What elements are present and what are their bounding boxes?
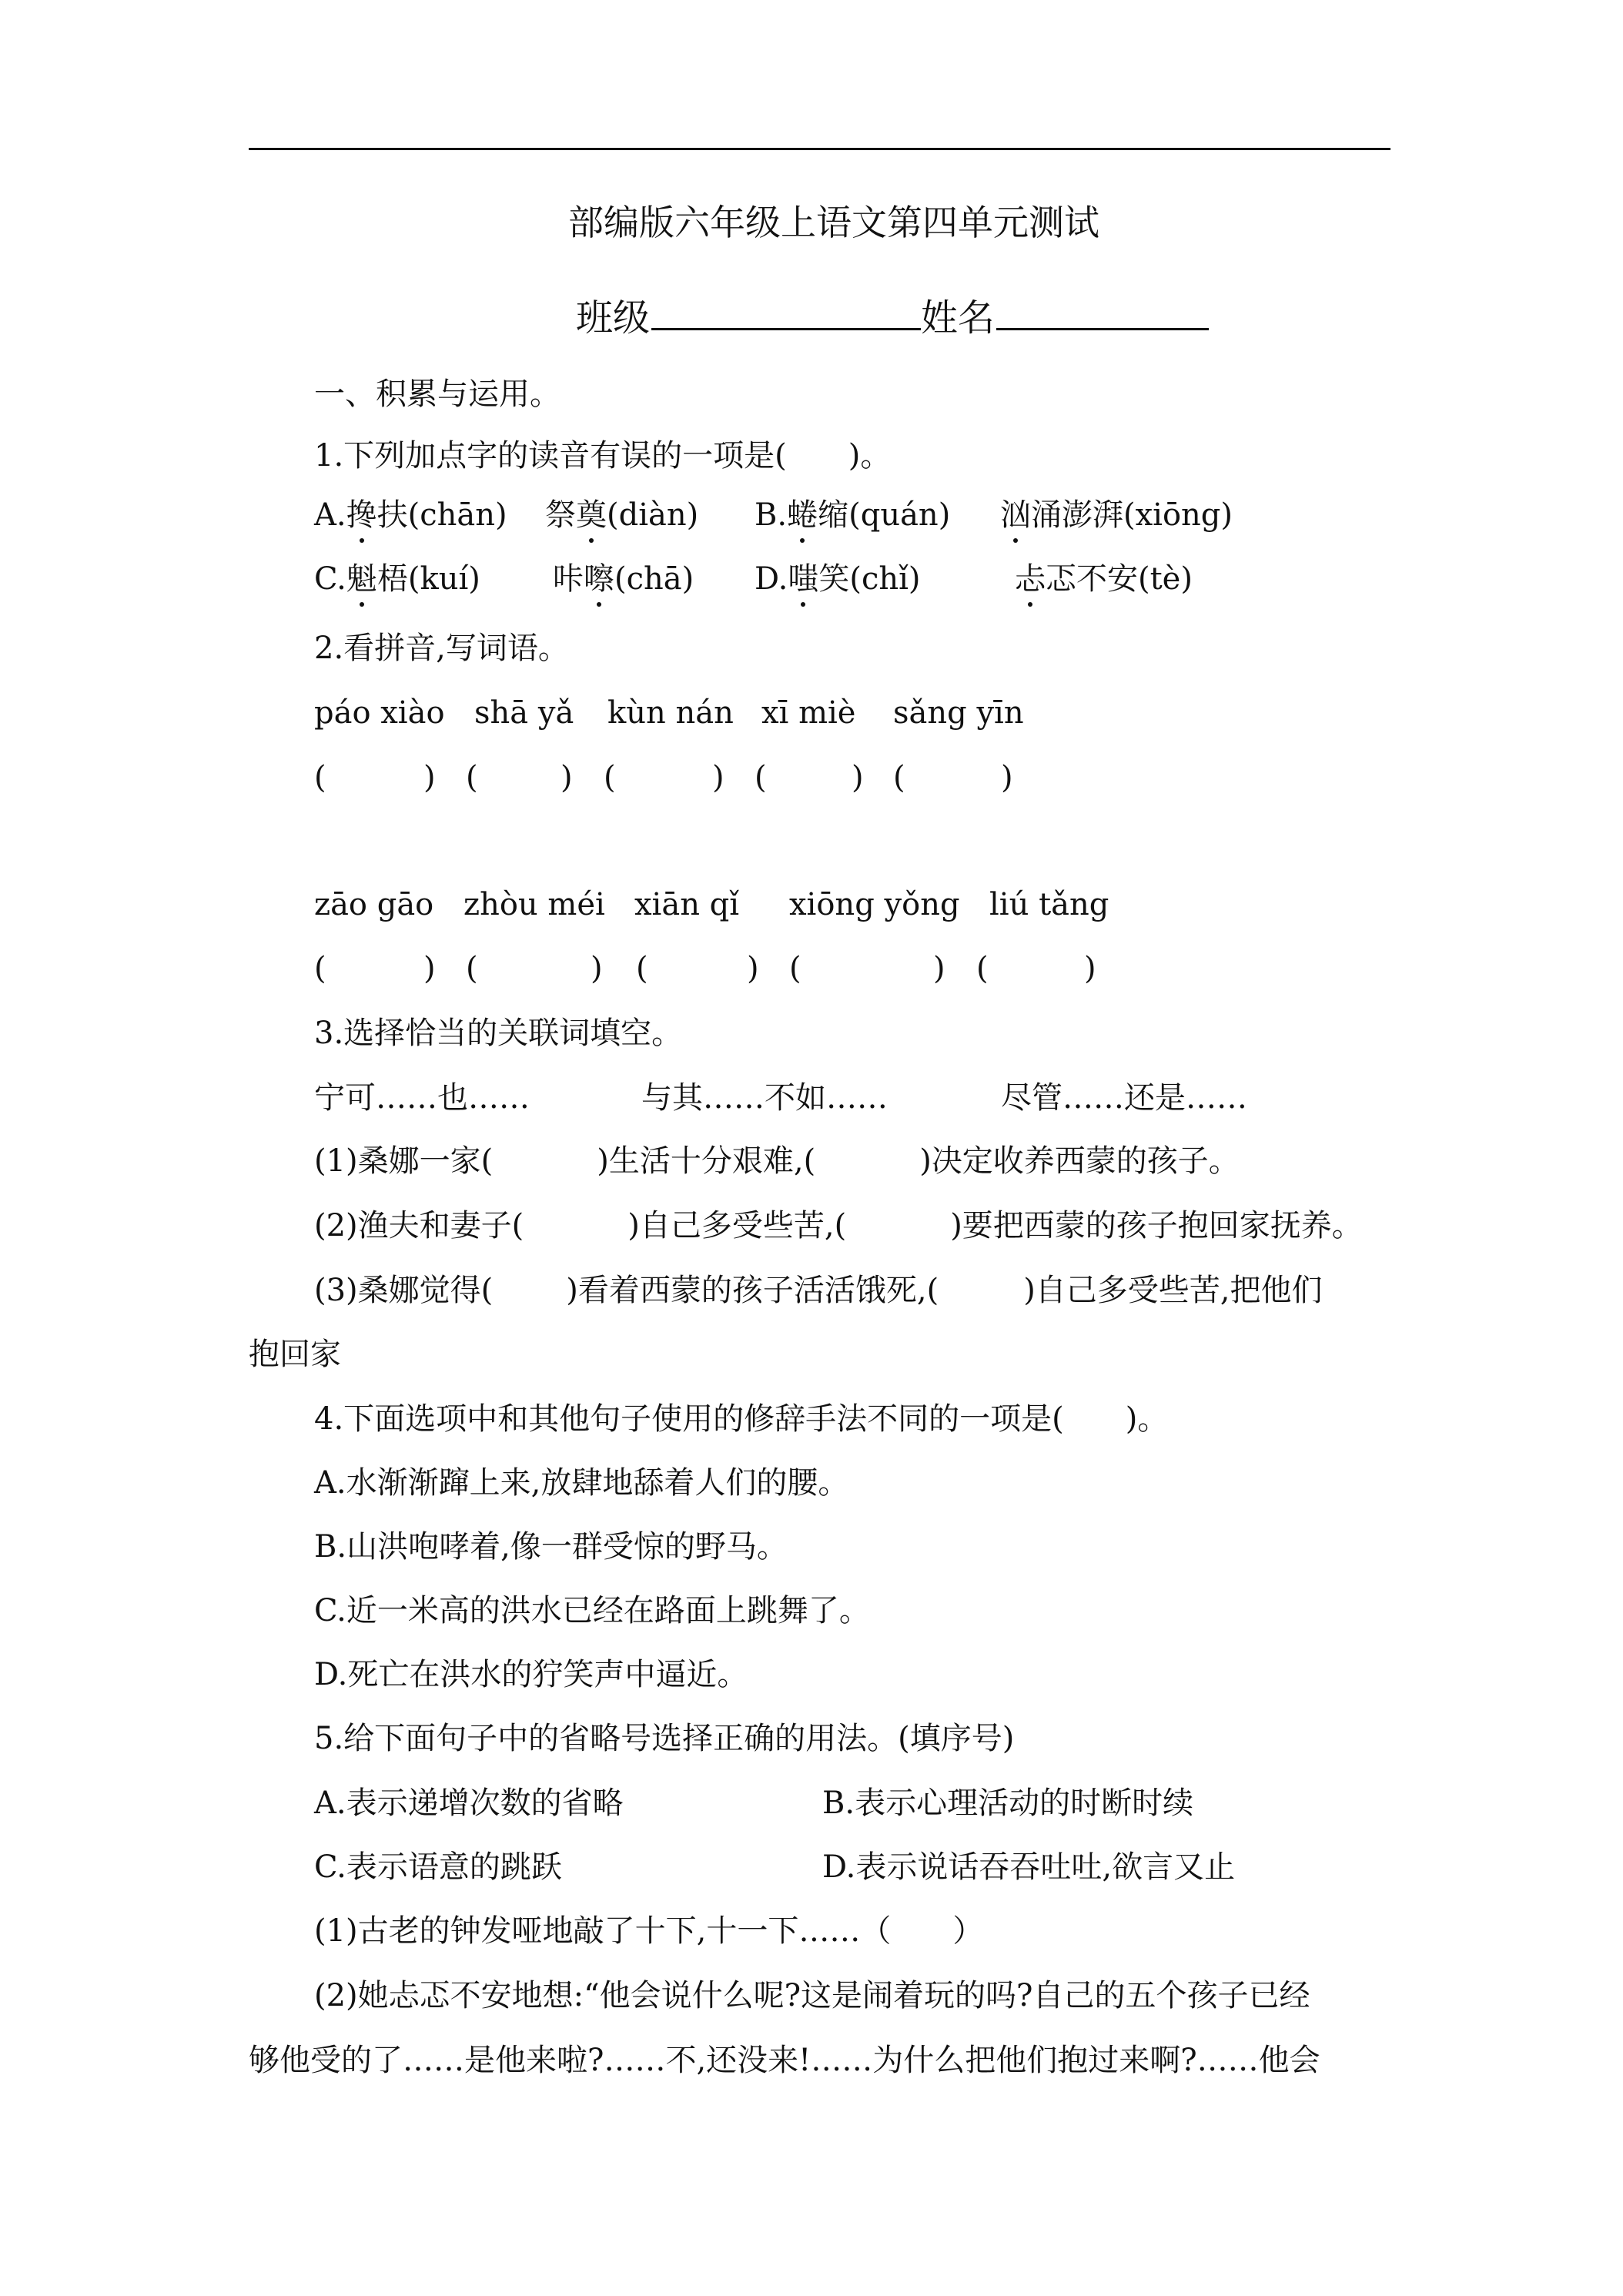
pinyin: zāo gāo <box>314 887 434 922</box>
class-label: 班级 <box>576 296 651 340</box>
paren-close: ) <box>712 760 724 795</box>
paren-close: ) <box>1084 951 1096 986</box>
option-text: B.蜷缩(quán) <box>755 495 950 535</box>
paren-close: ) <box>591 951 603 986</box>
class-blank[interactable] <box>651 294 921 330</box>
paren-open: ( <box>466 760 478 795</box>
name-blank[interactable] <box>996 294 1209 330</box>
pinyin: liú tǎng <box>989 887 1109 922</box>
q1-row1 <box>314 495 1233 535</box>
pinyin: zhòu méi <box>463 887 605 922</box>
q5-stem: 5.给下面句子中的省略号选择正确的用法。(填序号) <box>314 1721 1015 1756</box>
q4-option-c: C.近一米高的洪水已经在路面上跳舞了。 <box>314 1593 870 1628</box>
q5-option-a: A.表示递增次数的省略 <box>314 1786 624 1821</box>
paren-close: ) <box>561 760 573 795</box>
paren-open: ( <box>976 951 989 986</box>
q3-stem: 3.选择恰当的关联词填空。 <box>314 1016 683 1051</box>
student-info <box>576 294 1209 338</box>
paren-close: ) <box>423 760 436 795</box>
paren-close: ) <box>1001 760 1013 795</box>
q3-sentence-3-continued: 抱回家 <box>249 1337 341 1372</box>
paren-open: ( <box>604 760 616 795</box>
q2-stem: 2.看拼音,写词语。 <box>314 631 569 666</box>
top-rule <box>249 148 1390 150</box>
paren-open: ( <box>636 951 648 986</box>
name-label: 姓名 <box>921 296 996 340</box>
dotted-char: 搀 <box>346 495 377 535</box>
paren-open: ( <box>893 760 905 795</box>
paren-open: ( <box>466 951 478 986</box>
pinyin: xī miè <box>761 695 856 731</box>
q1-stem: 1.下列加点字的读音有误的一项是( )。 <box>314 438 892 474</box>
q3-sentence-1: (1)桑娜一家( )生活十分艰难,( )决定收养西蒙的孩子。 <box>314 1143 1240 1179</box>
section-heading: 一、积累与运用。 <box>314 377 561 412</box>
q3-sentence-3: (3)桑娜觉得( )看着西蒙的孩子活活饿死,( )自己多受些苦,把他们 <box>314 1273 1323 1308</box>
conjunction-option: 宁可……也…… <box>314 1080 530 1116</box>
option-text: 汹涌澎湃(xiōng) <box>1000 495 1233 535</box>
option-text: 扶(chān) <box>376 497 507 533</box>
paren-close: ) <box>423 951 436 986</box>
pinyin: kùn nán <box>607 695 734 731</box>
q4-option-b: B.山洪咆哮着,像一群受惊的野马。 <box>314 1529 788 1565</box>
q4-stem: 4.下面选项中和其他句子使用的修辞手法不同的一项是( )。 <box>314 1401 1169 1437</box>
q5-sentence-1: (1)古老的钟发哑地敲了十下,十一下……（ ） <box>314 1913 984 1949</box>
pinyin: xiān qǐ <box>634 887 740 922</box>
q5-option-d: D.表示说话吞吞吐吐,欲言又止 <box>822 1849 1236 1885</box>
option-text: 祭奠(diàn) <box>545 495 698 535</box>
paren-open: ( <box>314 951 326 986</box>
q4-option-a: A.水渐渐蹿上来,放肆地舔着人们的腰。 <box>314 1465 849 1501</box>
q5-sentence-2-line-1: (2)她忐忑不安地想:“他会说什么呢?这是闹着玩的吗?自己的五个孩子已经 <box>314 1978 1310 2013</box>
paren-close: ) <box>852 760 864 795</box>
option-text: 忐忑不安(tè) <box>1015 559 1193 599</box>
pinyin: sǎng yīn <box>893 695 1024 731</box>
dotted-char: 魁 <box>346 559 377 599</box>
pinyin: xiōng yǒng <box>789 887 960 922</box>
q3-sentence-2: (2)渔夫和妻子( )自己多受些苦,( )要把西蒙的孩子抱回家抚养。 <box>314 1208 1363 1243</box>
paren-close: ) <box>747 951 759 986</box>
paren-close: ) <box>933 951 945 986</box>
option-label: C. <box>314 561 346 597</box>
paren-open: ( <box>314 760 326 795</box>
pinyin: shā yǎ <box>474 695 574 731</box>
option-text: 咔嚓(chā) <box>553 559 694 599</box>
q1-row2 <box>314 559 1193 599</box>
option-label: A. <box>314 497 346 533</box>
conjunction-option: 尽管……还是…… <box>1001 1080 1247 1116</box>
q5-sentence-2-line-2: 够他受的了……是他来啦?……不,还没来!……为什么把他们抱过来啊?……他会 <box>249 2043 1320 2078</box>
q5-option-b: B.表示心理活动的时断时续 <box>822 1786 1194 1821</box>
conjunction-option: 与其……不如…… <box>641 1080 888 1116</box>
option-text: 梧(kuí) <box>376 561 480 597</box>
paren-open: ( <box>755 760 767 795</box>
pinyin: páo xiào <box>314 695 445 731</box>
option-text: D.嗤笑(chǐ) <box>755 559 921 599</box>
page-title: 部编版六年级上语文第四单元测试 <box>568 202 1099 243</box>
paren-open: ( <box>789 951 801 986</box>
q5-option-c: C.表示语意的跳跃 <box>314 1849 562 1885</box>
q4-option-d: D.死亡在洪水的狞笑声中逼近。 <box>314 1657 748 1692</box>
